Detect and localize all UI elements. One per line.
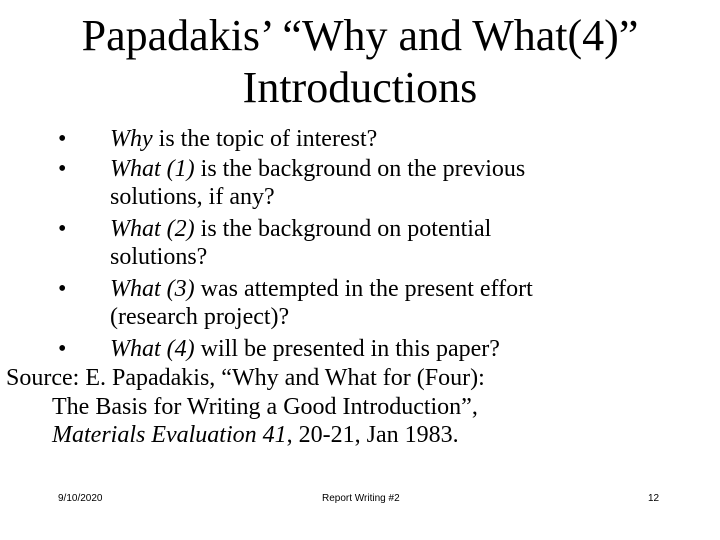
bullet-rest: is the background on the previous: [194, 156, 526, 182]
slide-number: 12: [648, 493, 660, 504]
slide-title: [0, 10, 720, 114]
title-line-1: Papadakis’ “Why and What(4)”: [81, 11, 639, 60]
bullet-marker: •: [58, 216, 67, 242]
bullet-marker: •: [58, 156, 67, 182]
bullet-rest: was attempted in the present effort: [194, 276, 533, 302]
bullet-italic: What (4): [110, 336, 195, 362]
title-line-2: Introductions: [242, 63, 478, 112]
bullet-continuation: solutions, if any?: [110, 184, 275, 210]
bullet-item: [58, 334, 702, 364]
bullet-item: [58, 274, 702, 330]
bullet-italic: What (3): [110, 276, 195, 302]
bullet-item: [58, 154, 702, 210]
source-line-3: [6, 421, 702, 449]
bullet-marker: •: [58, 276, 67, 302]
bullet-marker: •: [58, 126, 67, 152]
bullet-continuation: (research project)?: [110, 304, 290, 330]
slide-body: [6, 124, 702, 449]
footer-title: Report Writing #2: [322, 493, 400, 504]
bullet-text: [110, 334, 702, 364]
bullet-marker: •: [58, 336, 67, 362]
bullet-item: [58, 214, 702, 270]
bullet-italic: What (2): [110, 216, 195, 242]
bullet-rest: is the background on potential: [194, 216, 492, 242]
source-line-2: The Basis for Writing a Good Introduction”,: [52, 394, 478, 420]
source-line-1: Source: E. Papadakis, “Why and What for (Four):: [6, 365, 485, 391]
bullet-rest: will be presented in this paper?: [194, 336, 500, 362]
bullet-italic: What (1): [110, 156, 195, 182]
source-journal: Materials Evaluation 41: [52, 422, 287, 448]
bullet-continuation: solutions?: [110, 244, 208, 270]
bullet-text: [110, 214, 702, 244]
bullet-text: [110, 124, 702, 154]
bullet-italic: Why: [110, 126, 153, 152]
bullet-item: [58, 124, 702, 154]
bullet-text: [110, 154, 702, 184]
bullet-text: [110, 274, 702, 304]
source-citation: [6, 364, 702, 449]
bullet-rest: is the topic of interest?: [152, 126, 378, 152]
source-details: , 20-21, Jan 1983.: [286, 422, 459, 448]
footer-date: 9/10/2020: [58, 493, 103, 504]
